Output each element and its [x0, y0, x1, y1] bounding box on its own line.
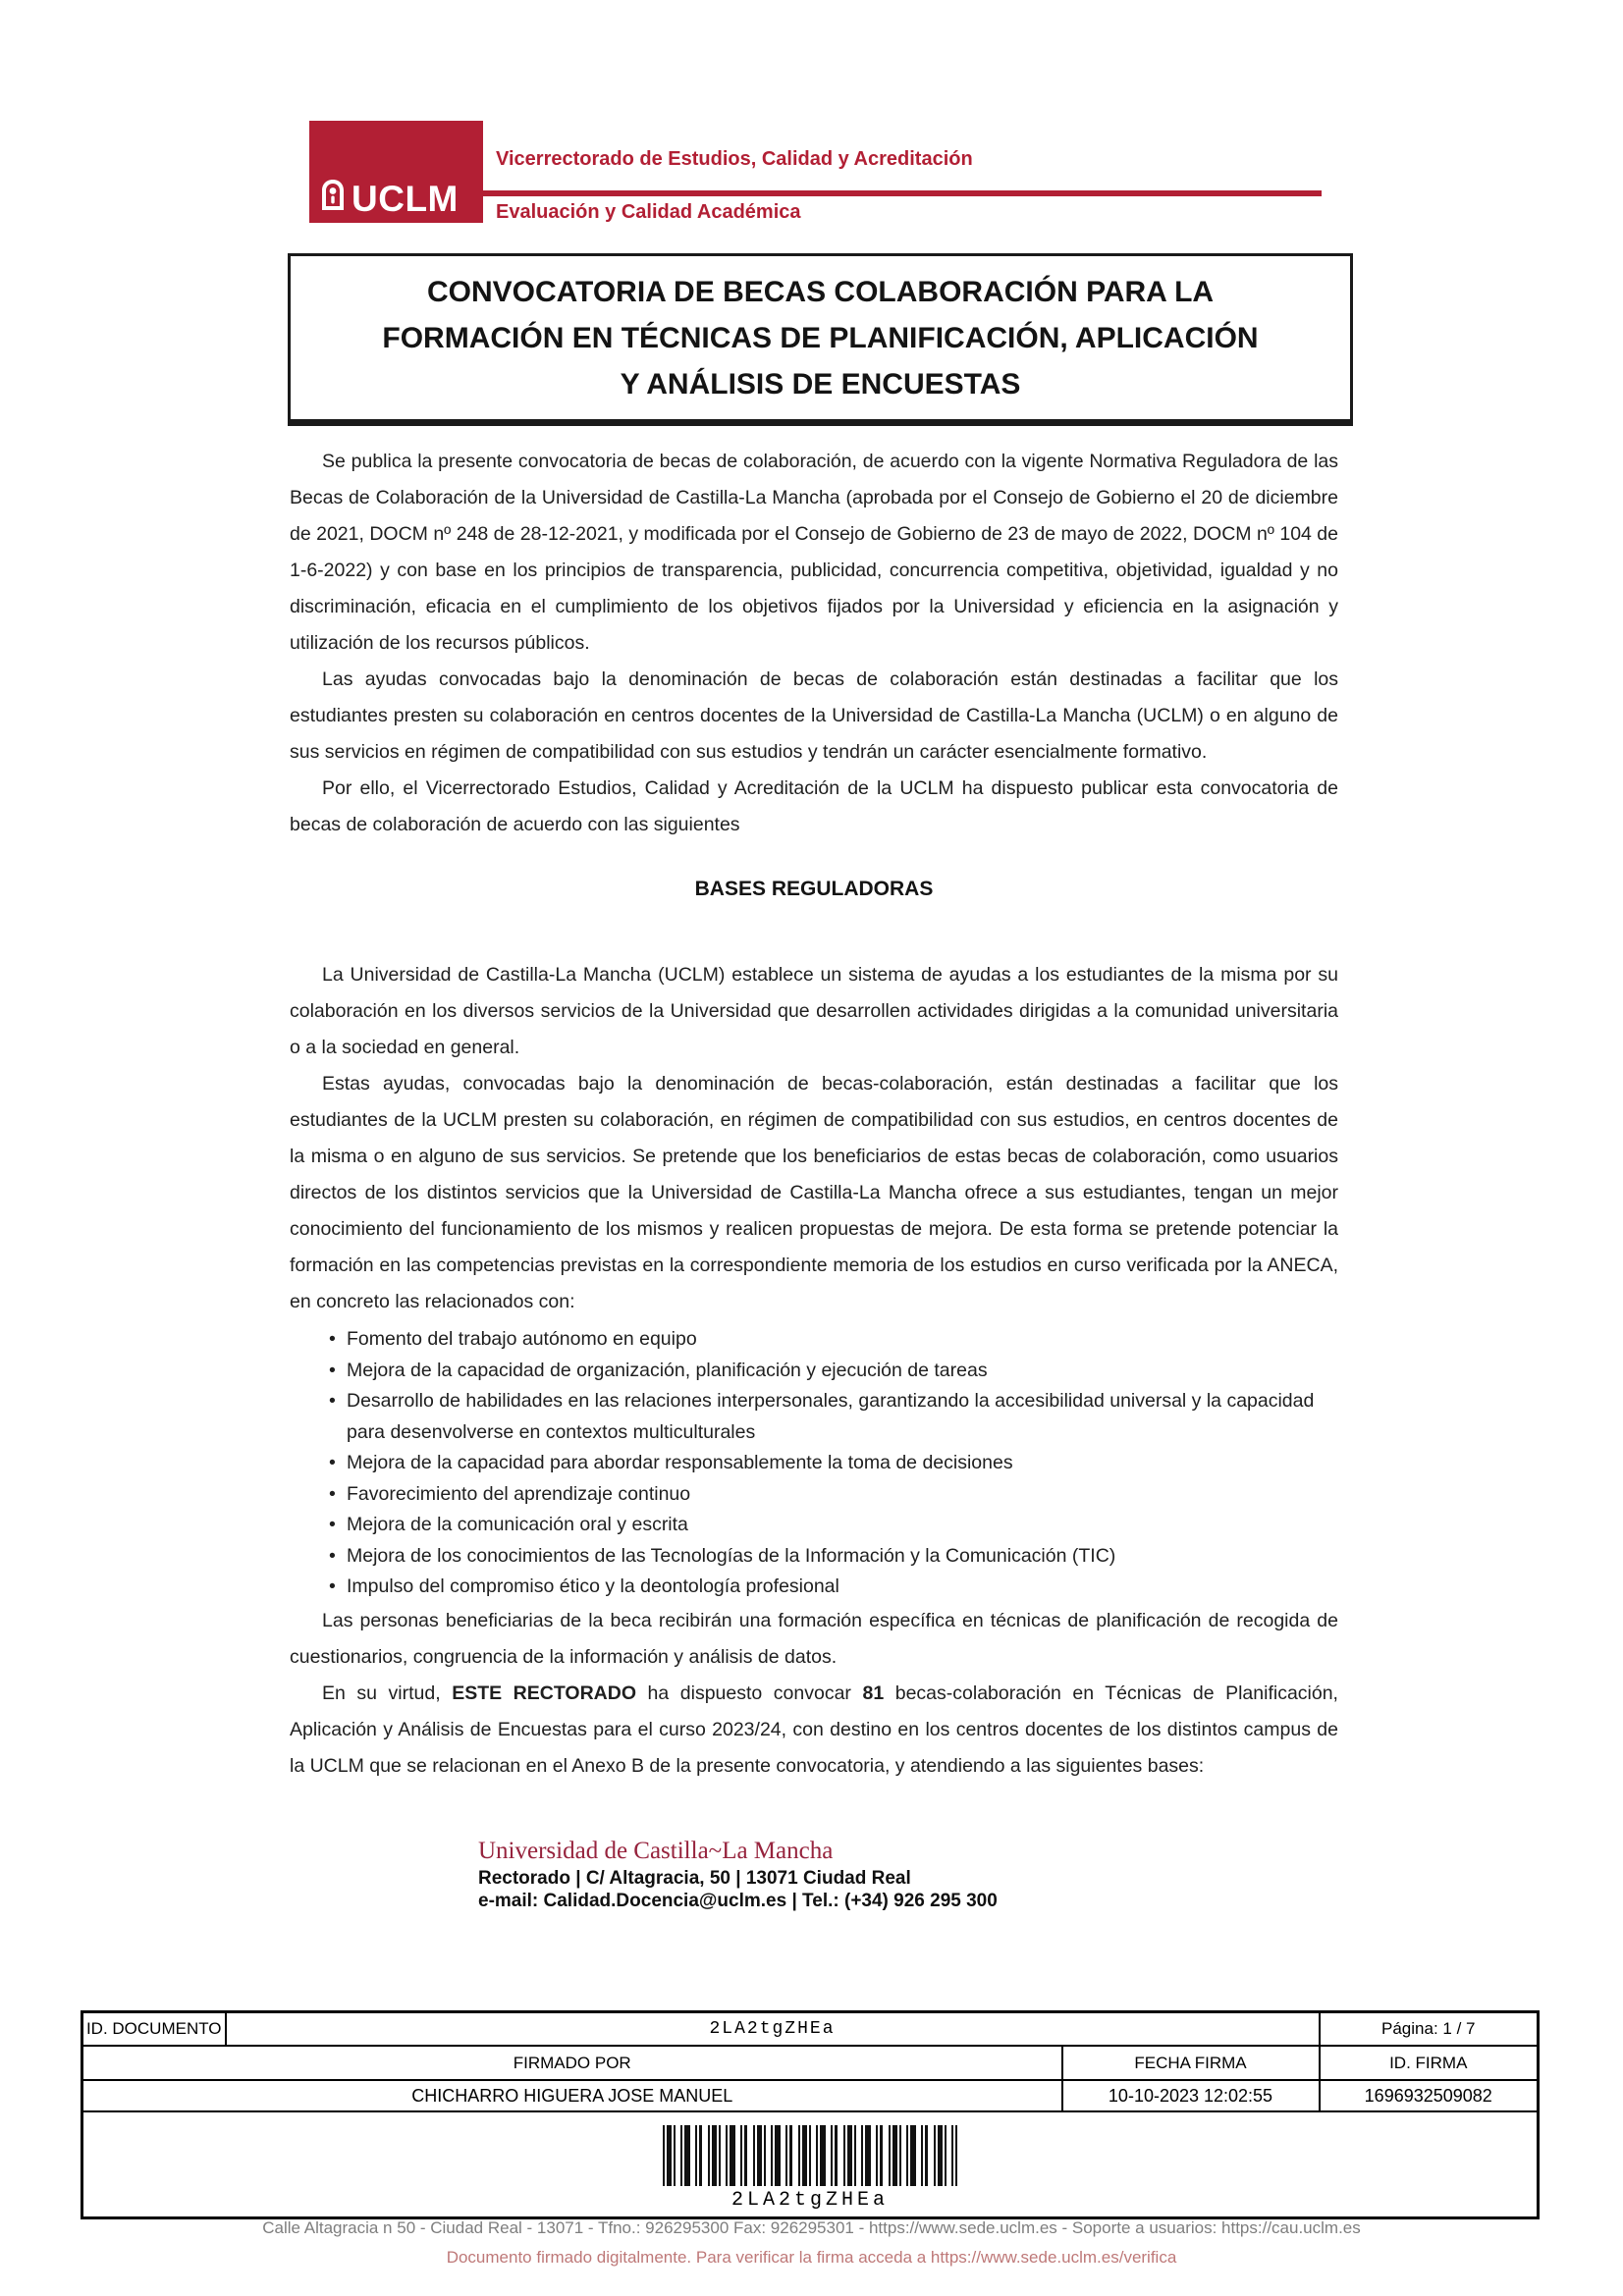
address-block: [478, 1838, 998, 1912]
paragraph-2: Las ayudas convocadas bajo la denominación de becas de colaboración están destinadas a facilitar que los estudiantes presten su colaboración en centros docentes de la Universidad de Castilla-La Mancha (UCLM) o en alguno de sus servicios en régimen de compatibilidad con sus estudios y tendrán un carácter esencialmente formativo.: [290, 668, 1338, 763]
document-title-line1: CONVOCATORIA DE BECAS COLABORACIÓN PARA LA: [426, 276, 1215, 308]
id-documento-label: ID. DOCUMENTO: [82, 2012, 226, 2047]
footer-verification-line: Documento firmado digitalmente. Para verificar la firma acceda a https://www.sede.uclm.es/verifica: [446, 2248, 1177, 2267]
paragraph-6: Las personas beneficiarias de la beca recibirán una formación específica en técnicas de planificación de recogida de cuestionarios, congruencia de la información y análisis de datos.: [290, 1609, 1338, 1668]
bullet-item: • Desarrollo de habilidades en las relaciones interpersonales, garantizando la accesibilidad universal y la capacidad para desenvolverse en contextos multiculturales: [329, 1386, 1338, 1448]
bullet-item: • Mejora de la capacidad para abordar responsablemente la toma de decisiones: [329, 1448, 1338, 1479]
paragraph-7-segment: ha dispuesto convocar: [636, 1682, 863, 1704]
paragraph-7-bold-count: 81: [862, 1682, 885, 1704]
paragraph-1: Se publica la presente convocatoria de becas de colaboración, de acuerdo con la vigente Normativa Reguladora de las Becas de Colaboración de la Universidad de Castilla-La Mancha (aprobada por el Consejo de Gobierno el 20 de diciembre de 2021, DOCM nº 248 de 28-12-2021, y modificada por el Consejo de Gobierno de 23 de mayo de 2022, DOCM nº 104 de 1-6-2022) y con base en los principios de transparencia, publicidad, concurrencia competitiva, objetividad, igualdad y no discriminación, eficacia en el cumplimiento de los objetivos fijados por la Universidad y eficiencia en la asignación y utilización de los recursos públicos.: [290, 451, 1338, 654]
table-row: [82, 2046, 1539, 2080]
bullet-item: • Mejora de la capacidad de organización, planificación y ejecución de tareas: [329, 1356, 1338, 1387]
paragraph-4: La Universidad de Castilla-La Mancha (UCLM) establece un sistema de ayudas a los estudiantes de la misma por su colaboración en los diversos servicios de la Universidad que desarrollen actividades dirigidas a la comunidad universitaria o a la sociedad en general.: [290, 964, 1338, 1058]
header-department-line: Vicerrectorado de Estudios, Calidad y Acreditación: [496, 148, 973, 170]
paragraph-5: Estas ayudas, convocadas bajo la denominación de becas-colaboración, están destinadas a facilitar que los estudiantes de la UCLM presten su colaboración, en régimen de compatibilidad con sus estudios, en centros docentes de la misma o en alguno de sus servicios. Se pretende que los beneficiarios de estas becas de colaboración, como usuarios directos de los distintos servicios que la Universidad de Castilla-La Mancha ofrece a sus estudiantes, tengan un mejor conocimiento del funcionamiento de los mismos y realicen propuestas de mejora. De esta forma se pretende potenciar la formación en las competencias previstas en la correspondiente memoria de los estudios en curso verificada por la ANECA, en concreto las relacionados con:: [290, 1073, 1338, 1312]
paragraph-7-segment: becas-colaboración en Técnicas de Planificación, Aplicación y Análisis de Encuestas para el curso 2023/24, con destino en los centros docentes de los distintos campus de la UCLM que se relacionan en el Anexo B de la presente convocatoria, y atendiendo a las siguientes bases:: [290, 1682, 1338, 1777]
address-contact-line: e-mail: Calidad.Docencia@uclm.es | Tel.: (+34) 926 295 300: [478, 1891, 998, 1911]
id-firma-label: ID. FIRMA: [1320, 2046, 1539, 2080]
paragraph-7: [290, 1676, 1338, 1785]
header-unit-line: Evaluación y Calidad Académica: [496, 201, 801, 223]
document-title-box: [288, 253, 1353, 426]
uclm-emblem-icon: [318, 179, 348, 216]
footer-address-line: Calle Altagracia n 50 - Ciudad Real - 13071 - Tfno.: 926295300 Fax: 926295301 - https://www.sede.uclm.es - Soporte a usuarios: https://cau.uclm.es: [262, 2218, 1361, 2237]
address-university-name: Universidad de Castilla~La Mancha: [478, 1838, 834, 1864]
document-title-line2: FORMACIÓN EN TÉCNICAS DE PLANIFICACIÓN, APLICACIÓN: [382, 322, 1259, 354]
document-body: [290, 444, 1338, 1785]
signature-table: [81, 2010, 1540, 2219]
bullet-item: • Impulso del compromiso ético y la deontología profesional: [329, 1572, 1338, 1603]
paragraph-7-segment: En su virtud,: [322, 1682, 453, 1704]
uclm-logo-text: UCLM: [352, 179, 459, 219]
barcode-value: 2LA2tgZHEa: [730, 2189, 890, 2212]
table-row: [82, 2012, 1539, 2047]
document-title-line3: Y ANÁLISIS DE ENCUESTAS: [620, 368, 1021, 400]
barcode-cell: [82, 2111, 1539, 2218]
bullet-item: • Mejora de los conocimientos de las Tecnologías de la Información y la Comunicación (TIC): [329, 1541, 1338, 1573]
header-red-bar: [483, 190, 1322, 196]
competencies-bullet-list: [290, 1324, 1338, 1603]
bullet-item: • Mejora de la comunicación oral y escrita: [329, 1510, 1338, 1541]
table-row: [82, 2080, 1539, 2111]
bullet-item: • Fomento del trabajo autónomo en equipo: [329, 1324, 1338, 1356]
fecha-firma-label: FECHA FIRMA: [1062, 2046, 1320, 2080]
uclm-logo: [309, 121, 483, 223]
section-heading-bases-reguladoras: BASES REGULADORAS: [694, 878, 934, 900]
page-indicator: Página: 1 / 7: [1320, 2012, 1539, 2047]
address-street-line: Rectorado | C/ Altagracia, 50 | 13071 Ciudad Real: [478, 1868, 911, 1889]
id-firma-value: 1696932509082: [1320, 2080, 1539, 2111]
firmado-por-label: FIRMADO POR: [82, 2046, 1062, 2080]
bullet-item: • Favorecimiento del aprendizaje continuo: [329, 1479, 1338, 1511]
firmado-por-value: CHICHARRO HIGUERA JOSE MANUEL: [82, 2080, 1062, 2111]
id-documento-value: 2LA2tgZHEa: [226, 2012, 1320, 2047]
paragraph-7-bold-rectorado: ESTE RECTORADO: [452, 1682, 636, 1704]
uclm-logo-row: [318, 179, 459, 219]
barcode-image: [663, 2125, 957, 2186]
table-row: [82, 2111, 1539, 2218]
paragraph-3: Por ello, el Vicerrectorado Estudios, Calidad y Acreditación de la UCLM ha dispuesto publicar esta convocatoria de becas de colaboración de acuerdo con las siguientes: [290, 777, 1338, 835]
fecha-firma-value: 10-10-2023 12:02:55: [1062, 2080, 1320, 2111]
